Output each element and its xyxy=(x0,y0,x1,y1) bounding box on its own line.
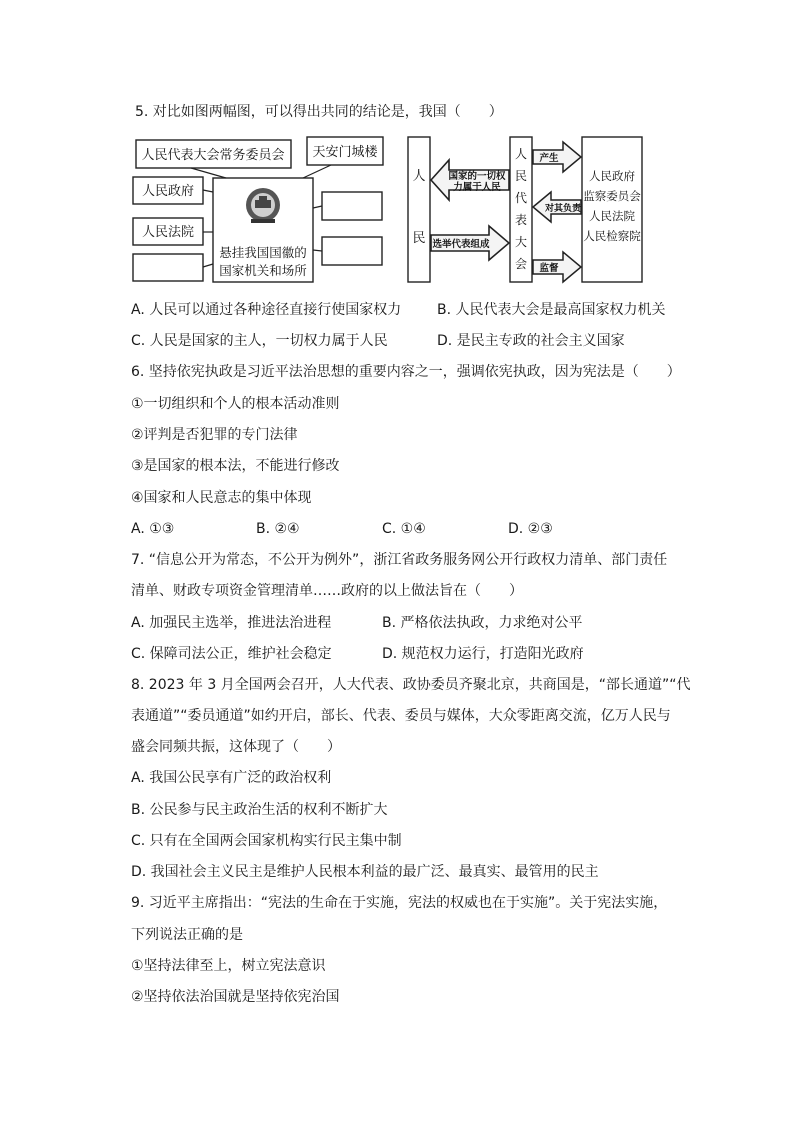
arrow-elect: 选举代表组成 xyxy=(432,239,490,250)
emblem-caption-line2: 国家机关和场所 xyxy=(219,263,307,278)
arrow-power-line2: 力属于人民 xyxy=(453,182,501,193)
q8-option-a: A. 我国公民享有广泛的政治权利 xyxy=(131,770,332,786)
emblem-diagram xyxy=(133,137,383,282)
organ-government: 人民政府 xyxy=(589,169,635,183)
q6-option-c: C. ①④ xyxy=(382,521,426,537)
congress-char-6: 会 xyxy=(514,257,528,271)
q6-option-b: B. ②④ xyxy=(256,521,300,537)
national-emblem-icon xyxy=(246,188,280,223)
arrow-produce: 产生 xyxy=(539,153,559,164)
q6-option-d: D. ②③ xyxy=(508,521,553,537)
q9-stem-line2: 下列说法正确的是 xyxy=(131,927,243,943)
people-char-top: 人 xyxy=(412,169,426,184)
q8-stem-line2: 表通道”“委员通道”如约开启，部长、代表、委员与媒体，大众零距离交流，亿万人民与 xyxy=(131,708,671,724)
q6-item-2: ②评判是否犯罪的专门法律 xyxy=(131,427,298,443)
q7-option-d: D. 规范权力运行，打造阳光政府 xyxy=(382,646,584,662)
q7-stem-line2: 清单、财政专项资金管理清单……政府的以上做法旨在（ ） xyxy=(131,583,523,599)
organ-court: 人民法院 xyxy=(589,209,635,223)
organ-supervision: 监察委员会 xyxy=(583,189,641,203)
q5-option-d: D. 是民主专政的社会主义国家 xyxy=(437,333,625,349)
q5-figure xyxy=(131,132,645,285)
arrow-responsible: 对其负责 xyxy=(544,204,582,214)
q5-option-c: C. 人民是国家的主人，一切权力属于人民 xyxy=(131,333,388,349)
q8-option-d: D. 我国社会主义民主是维护人民根本利益的最广泛、最真实、最管用的民主 xyxy=(131,864,599,880)
congress-char-2: 民 xyxy=(514,169,528,183)
q8-stem-line3: 盛会同频共振，这体现了（ ） xyxy=(131,739,341,755)
q5-stem: 5. 对比如图两幅图，可以得出共同的结论是，我国（ ） xyxy=(135,104,503,120)
q9-item-2: ②坚持依法治国就是坚持依宪治国 xyxy=(131,989,340,1005)
q8-stem-line1: 8. 2023 年 3 月全国两会召开，人大代表、政协委员齐聚北京，共商国是，“部长通道”“代 xyxy=(131,677,691,693)
emblem-caption-line1: 悬挂我国国徽的 xyxy=(219,245,307,260)
q6-option-a: A. ①③ xyxy=(131,521,175,537)
q6-stem: 6. 坚持依宪执政是习近平法治思想的重要内容之一，强调依宪执政，因为宪法是（ ） xyxy=(131,364,681,380)
q5-option-b: B. 人民代表大会是最高国家权力机关 xyxy=(437,302,666,318)
arrow-supervise: 监督 xyxy=(539,263,559,274)
power-diagram xyxy=(408,137,642,282)
q6-item-3: ③是国家的根本法，不能进行修改 xyxy=(131,458,340,474)
box-standing-committee: 人民代表大会常务委员会 xyxy=(141,148,285,163)
box-tiananmen: 天安门城楼 xyxy=(312,145,378,160)
q7-option-b: B. 严格依法执政，力求绝对公平 xyxy=(382,615,583,631)
box-court: 人民法院 xyxy=(141,225,195,240)
congress-char-1: 人 xyxy=(514,147,528,161)
q7-option-a: A. 加强民主选举，推进法治进程 xyxy=(131,615,332,631)
arrow-power-line1: 国家的一切权 xyxy=(448,171,506,182)
box-government: 人民政府 xyxy=(141,184,195,199)
people-char-bottom: 民 xyxy=(412,231,426,246)
q9-stem-line1: 9. 习近平主席指出：“宪法的生命在于实施，宪法的权威也在于实施”。关于宪法实施， xyxy=(131,895,668,911)
congress-char-4: 表 xyxy=(514,213,528,227)
q5-option-a: A. 人民可以通过各种途径直接行使国家权力 xyxy=(131,302,402,318)
q7-option-c: C. 保障司法公正，维护社会稳定 xyxy=(131,646,332,662)
q9-item-1: ①坚持法律至上，树立宪法意识 xyxy=(131,958,326,974)
organ-procuratorate: 人民检察院 xyxy=(583,229,641,243)
q6-item-1: ①一切组织和个人的根本活动准则 xyxy=(131,396,340,412)
congress-char-5: 大 xyxy=(514,235,528,249)
q7-stem-line1: 7. “信息公开为常态，不公开为例外”，浙江省政务服务网公开行政权力清单、部门责任 xyxy=(131,552,668,568)
q8-option-b: B. 公民参与民主政治生活的权利不断扩大 xyxy=(131,802,388,818)
q6-item-4: ④国家和人民意志的集中体现 xyxy=(131,490,312,506)
congress-char-3: 代 xyxy=(514,191,528,205)
q8-option-c: C. 只有在全国两会国家机构实行民主集中制 xyxy=(131,833,402,849)
